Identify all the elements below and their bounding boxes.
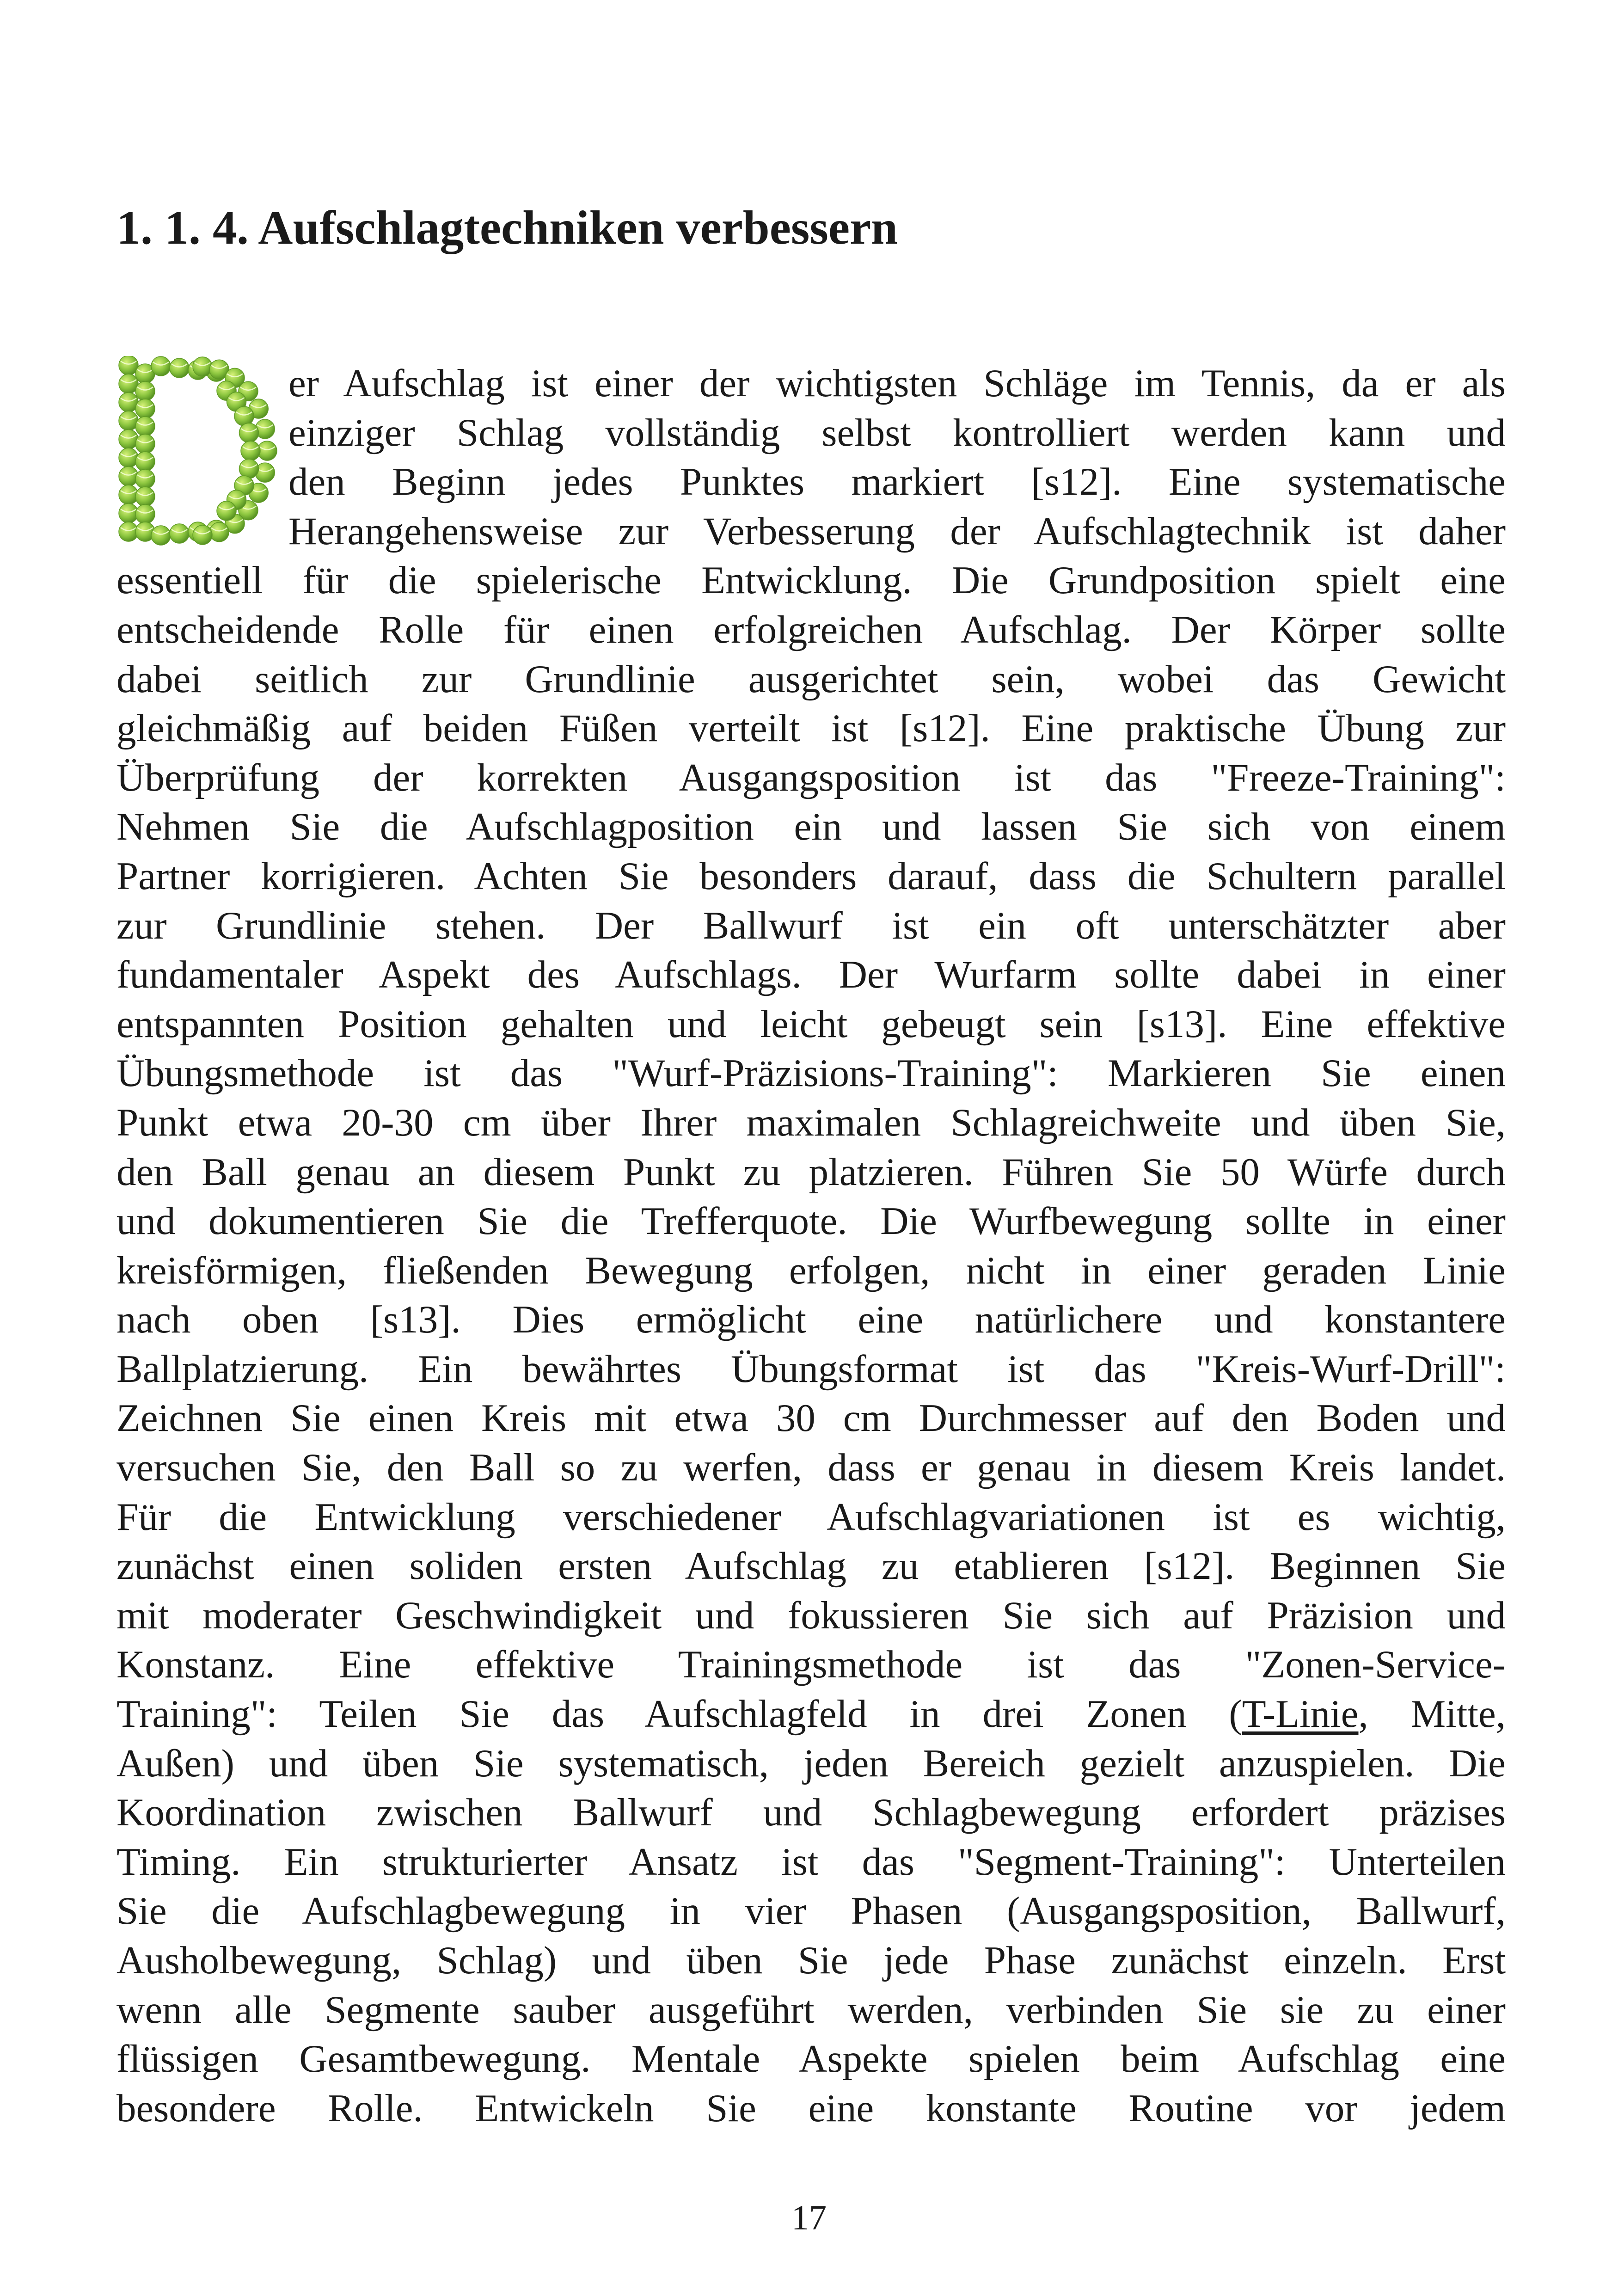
line-text: Training": Teilen Sie das Aufschlagfeld in drei Zonen ( [116,1692,1242,1736]
text-line: zunächst einen soliden ersten Aufschlag zu etablieren [s12]. Beginnen Sie [116,1544,1506,1588]
text-line: fundamentaler Aspekt des Aufschlags. Der Wurfarm sollte dabei in einer [116,953,1506,997]
text-line: versuchen Sie, den Ball so zu werfen, dass er genau in diesem Kreis landet. [116,1446,1506,1490]
text-line: Nehmen Sie die Aufschlagposition ein und lassen Sie sich von einem [116,805,1506,849]
line-text: , Mitte, [1358,1692,1506,1736]
text-line: besondere Rolle. Entwickeln Sie eine konstante Routine vor jedem [116,2086,1506,2130]
text-line: einziger Schlag vollständig selbst kontrolliert werden kann und [288,411,1506,454]
text-line: zur Grundlinie stehen. Der Ballwurf ist ein oft unterschätzter aber [116,903,1506,947]
section-heading: 1. 1. 4. Aufschlagtechniken verbessern [116,201,898,254]
text-line: mit moderater Geschwindigkeit und fokussieren Sie sich auf Präzision und [116,1593,1506,1637]
text-line: entspannten Position gehalten und leicht gebeugt sein [s13]. Eine effektive [116,1002,1506,1046]
text-line: den Beginn jedes Punktes markiert [s12]. Eine systematische [288,460,1506,504]
text-line: dabei seitlich zur Grundlinie ausgerichtet sein, wobei das Gewicht [116,657,1506,701]
text-line: Herangehensweise zur Verbesserung der Aufschlagtechnik ist daher [288,509,1506,553]
t-linie-link[interactable]: T-Linie [1242,1692,1359,1736]
text-line: Für die Entwicklung verschiedener Aufschlagvariationen ist es wichtig, [116,1495,1506,1539]
text-line: Timing. Ein strukturierter Ansatz ist das "Segment-Training": Unterteilen [116,1840,1506,1884]
text-line: den Ball genau an diesem Punkt zu platzieren. Führen Sie 50 Würfe durch [116,1150,1506,1194]
text-line: wenn alle Segmente sauber ausgeführt werden, verbinden Sie sie zu einer [116,1988,1506,2032]
text-line: Ausholbewegung, Schlag) und üben Sie jede Phase zunächst einzeln. Erst [116,1939,1506,1982]
text-line: und dokumentieren Sie die Trefferquote. Die Wurfbewegung sollte in einer [116,1199,1506,1243]
text-line: essentiell für die spielerische Entwicklung. Die Grundposition spielt eine [116,559,1506,602]
text-line: er Aufschlag ist einer der wichtigsten Schläge im Tennis, da er als [288,362,1506,405]
text-line: Zeichnen Sie einen Kreis mit etwa 30 cm Durchmesser auf den Boden und [116,1396,1506,1440]
text-line: flüssigen Gesamtbewegung. Mentale Aspekte spielen beim Aufschlag eine [116,2037,1506,2081]
text-line: Punkt etwa 20-30 cm über Ihrer maximalen Schlagreichweite und üben Sie, [116,1100,1506,1144]
text-line: kreisförmigen, fließenden Bewegung erfolgen, nicht in einer geraden Linie [116,1248,1506,1292]
text-line: entscheidende Rolle für einen erfolgreichen Aufschlag. Der Körper sollte [116,608,1506,651]
text-line: Sie die Aufschlagbewegung in vier Phasen (Ausgangsposition, Ballwurf, [116,1889,1506,1933]
text-line: Ballplatzierung. Ein bewährtes Übungsformat ist das "Kreis-Wurf-Drill": [116,1347,1506,1391]
text-line [116,1689,1506,1739]
text-line: Überprüfung der korrekten Ausgangsposition ist das "Freeze-Training": [116,755,1506,799]
text-line: nach oben [s13]. Dies ermöglicht eine natürlichere und konstantere [116,1298,1506,1342]
text-line: Konstanz. Eine effektive Trainingsmethode ist das "Zonen-Service- [116,1643,1506,1687]
text-line: Außen) und üben Sie systematisch, jeden Bereich gezielt anzuspielen. Die [116,1741,1506,1785]
text-line: Koordination zwischen Ballwurf und Schlagbewegung erfordert präzises [116,1791,1506,1835]
text-line: gleichmäßig auf beiden Füßen verteilt ist [s12]. Eine praktische Übung zur [116,706,1506,750]
text-line: Übungsmethode ist das "Wurf-Präzisions-Training": Markieren Sie einen [116,1051,1506,1095]
page-number: 17 [791,2198,827,2237]
body-paragraph [116,359,1506,2133]
text-line: Partner korrigieren. Achten Sie besonders darauf, dass die Schultern parallel [116,854,1506,898]
